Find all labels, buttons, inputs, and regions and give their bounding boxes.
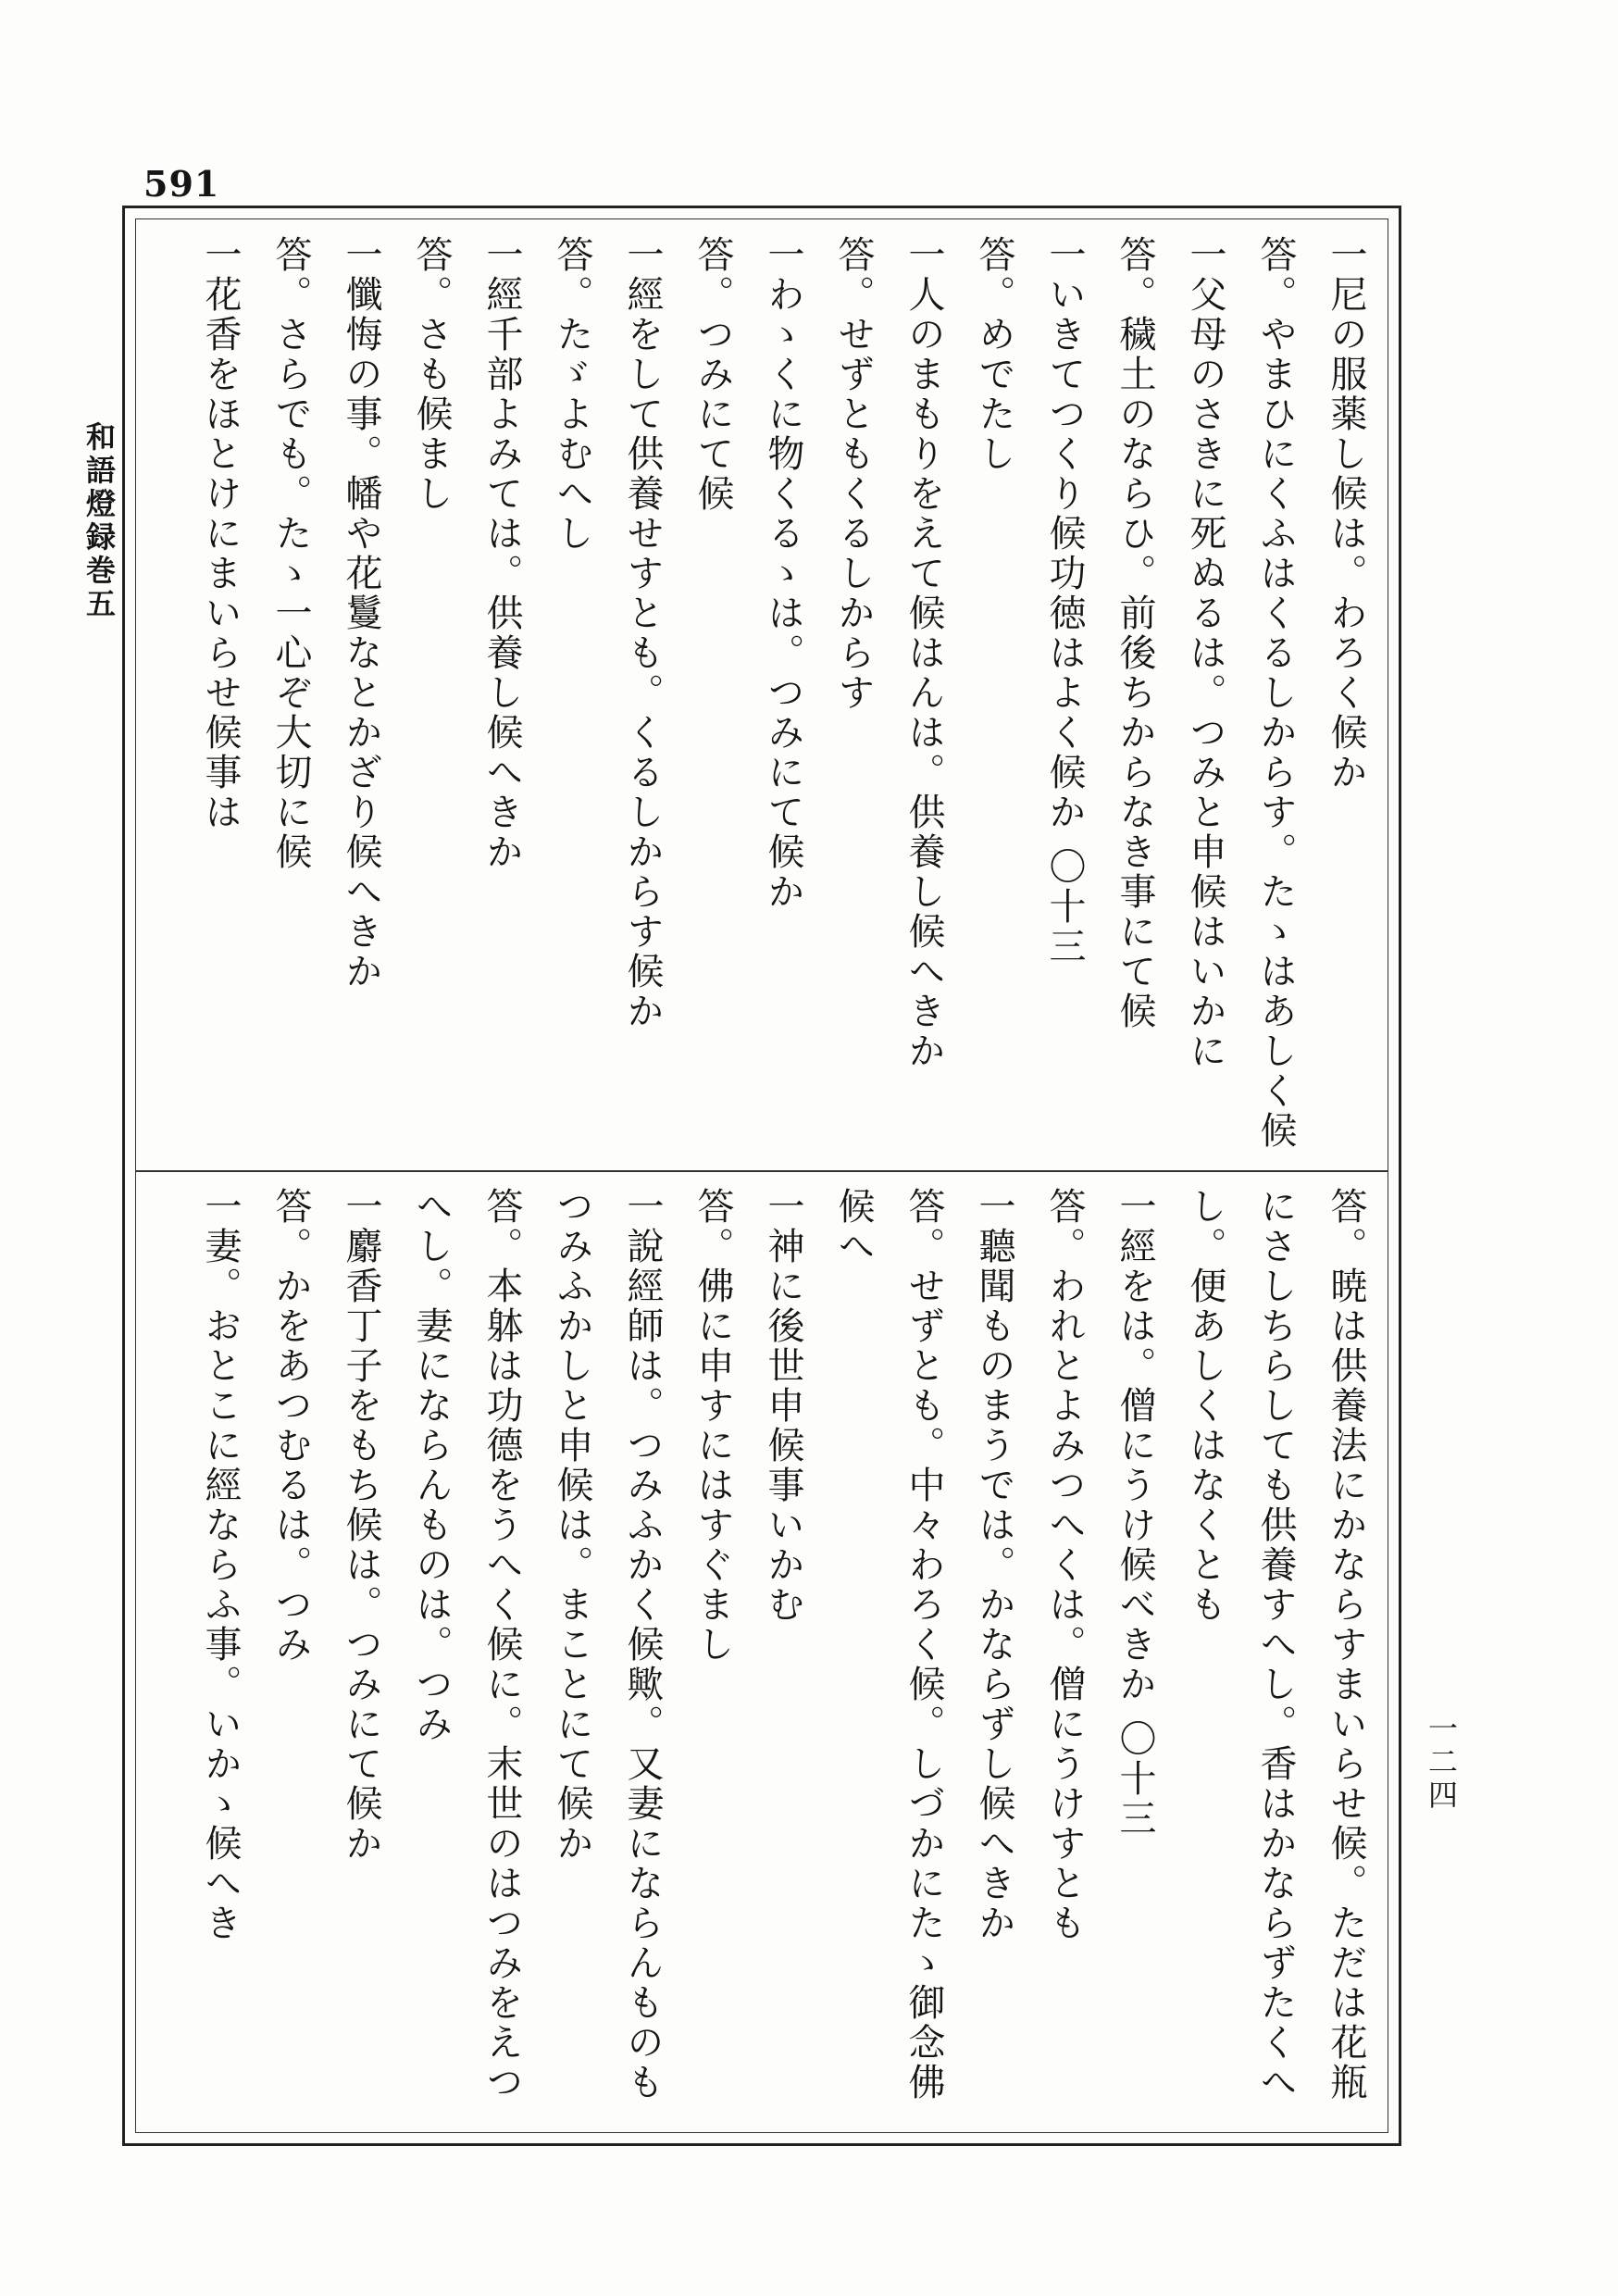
text-column: 一經をして供養せすとも。くるしからす候か	[621, 235, 664, 1031]
text-column: にさしちらしても供養すへし。香はかならずたくへ	[1254, 1187, 1297, 2103]
text-column: 答。われとよみつへくは。僧にうけすとも	[1043, 1187, 1086, 1943]
text-column: 一わゝくに物くるゝは。つみにて候か	[762, 235, 804, 912]
text-column: 答。たゞよむへし	[551, 235, 593, 554]
text-column: 一父母のさきに死ぬるは。つみと申候はいかに	[1184, 235, 1226, 1071]
text-column: 答。つみにて候	[691, 235, 734, 514]
panel-divider	[135, 1170, 1388, 1172]
top-text-panel	[156, 235, 1368, 1161]
text-column: 候へ	[832, 1187, 875, 1267]
text-column: 答。佛に申すにはすぐまし	[691, 1187, 734, 1665]
running-title: 和語燈録巻五	[81, 421, 117, 621]
text-column: 答。穢土のならひ。前後ちからなき事にて候	[1114, 235, 1156, 1031]
text-column: 答。さも候まし	[410, 235, 453, 514]
text-column: 答。暁は供養法にかならすまいらせ候。ただは花瓶	[1325, 1187, 1367, 2103]
text-column: 一神に後世申候事いかむ	[762, 1187, 804, 1625]
text-column: 一いきてつくり候功徳はよく候か 〇十三	[1043, 235, 1086, 967]
page-number: 591	[143, 163, 220, 205]
text-column: 一妻。おとこに經ならふ事。いかゝ候へき	[199, 1187, 242, 1943]
text-column: 一懺悔の事。幡や花鬘なとかざり候へきか	[340, 235, 382, 992]
text-column: し。便あしくはなくとも	[1184, 1187, 1226, 1625]
text-column: 一尼の服薬し候は。わろく候か	[1325, 235, 1367, 792]
text-column: へし。妻にならんものは。つみ	[410, 1187, 453, 1744]
text-column: 答。かをあつむるは。つみ	[269, 1187, 312, 1665]
text-column: 一聽聞ものまうでは。かならずし候へきか	[973, 1187, 1015, 1943]
text-column: 答。せずとも。中々わろく候。しづかにたゝ御念佛	[902, 1187, 945, 2103]
folio-number: 一二四	[1424, 1713, 1459, 1813]
text-column: 一經をは。僧にうけ候べきか 〇十三	[1114, 1187, 1156, 1839]
text-column: 答。さらでも。たゝ一心ぞ大切に候	[269, 235, 312, 872]
text-column: 一麝香丁子をもち候は。つみにて候か	[340, 1187, 382, 1864]
text-column: 答。めでたし	[973, 235, 1015, 474]
text-column: 答。せずともくるしからす	[832, 235, 875, 713]
bottom-text-panel	[156, 1187, 1368, 2113]
text-column: 一說經師は。つみふかく候歟。又妻にならんものも	[621, 1187, 664, 2103]
text-column: 一經千部よみては。供養し候へきか	[480, 235, 523, 872]
text-column: 答。本躰は功德をうへく候に。末世のはつみをえつ	[480, 1187, 523, 2103]
text-column: つみふかしと申候は。まことにて候か	[551, 1187, 593, 1864]
text-column: 答。やまひにくふはくるしからす。たゝはあしく候	[1254, 235, 1297, 1151]
text-column: 一花香をほとけにまいらせ候事は	[199, 235, 242, 832]
text-column: 一人のまもりをえて候はんは。供養し候へきか	[902, 235, 945, 1071]
